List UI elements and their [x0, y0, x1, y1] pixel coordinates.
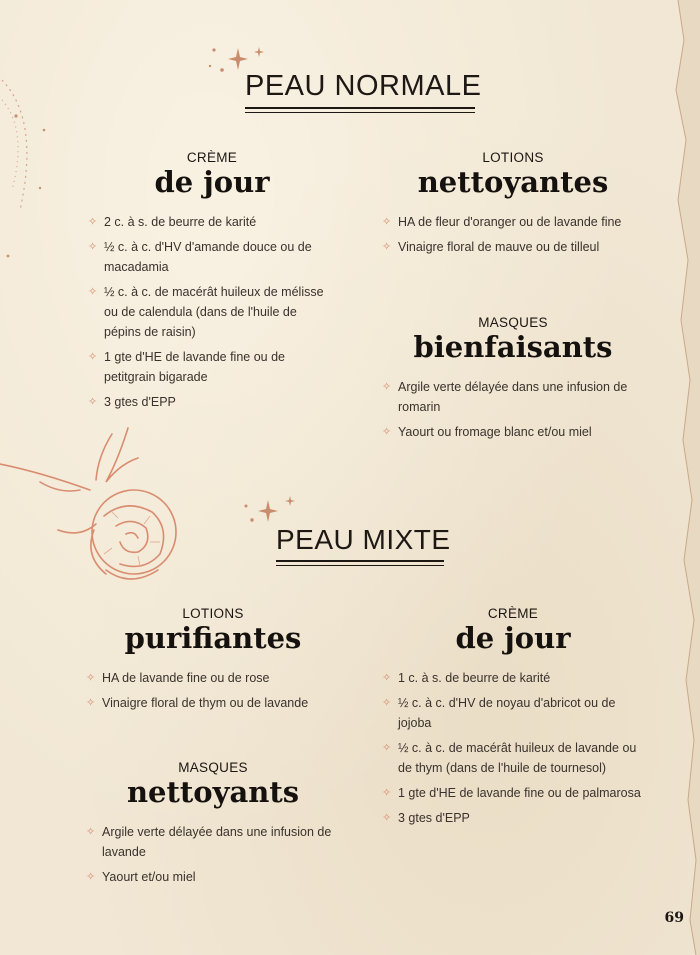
list-item: ✧ ½ c. à c. de macérât huileux de mélisse ou de calendula (dans de l'huile de pépins de raisin): [88, 282, 336, 342]
ingredient-list: [382, 212, 644, 257]
title-underline-thin: [276, 565, 444, 566]
recipe-block-creme-de-jour-normale: [88, 150, 336, 417]
recipe-title: bienfaisants: [413, 330, 613, 364]
recipe-heading: [88, 150, 336, 198]
recipe-kicker: CRÈME: [186, 150, 238, 165]
section-title-text: PEAU MIXTE: [276, 524, 451, 555]
recipe-heading: [86, 760, 340, 808]
dotted-arc-decoration: [0, 60, 60, 270]
recipe-title: de jour: [455, 621, 571, 655]
sparkle-bullet-icon: ✧: [88, 351, 98, 363]
sparkle-bullet-icon: ✧: [382, 241, 392, 253]
recipe-block-lotions-nettoyantes: [382, 150, 644, 262]
sparkle-bullet-icon: ✧: [86, 826, 96, 838]
page-number: 69: [664, 910, 684, 926]
title-underline: [245, 107, 475, 109]
list-item: ✧ Vinaigre floral de mauve ou de tilleul: [382, 237, 644, 257]
ingredient-list: [86, 668, 340, 713]
sparkle-bullet-icon: ✧: [382, 426, 392, 438]
list-item: ✧ Vinaigre floral de thym ou de lavande: [86, 693, 340, 713]
list-item: ✧ 2 c. à s. de beurre de karité: [88, 212, 336, 232]
list-item: ✧ ½ c. à c. de macérât huileux de lavande ou de thym (dans de l'huile de tournesol): [382, 738, 644, 778]
recipe-kicker: LOTIONS: [182, 606, 244, 621]
recipe-heading: [382, 606, 644, 654]
recipe-block-masques-bienfaisants: [382, 315, 644, 447]
recipe-title: nettoyants: [126, 775, 300, 809]
sparkle-bullet-icon: ✧: [88, 396, 98, 408]
recipe-block-masques-nettoyants: [86, 760, 340, 892]
list-item: ✧ Yaourt ou fromage blanc et/ou miel: [382, 422, 644, 442]
list-item: ✧ 1 gte d'HE de lavande fine ou de palmarosa: [382, 783, 644, 803]
title-underline-thin: [245, 112, 475, 113]
sparkle-bullet-icon: ✧: [382, 742, 392, 754]
sparkle-bullet-icon: ✧: [382, 216, 392, 228]
sparkle-bullet-icon: ✧: [382, 812, 392, 824]
sparkle-bullet-icon: ✧: [88, 241, 98, 253]
recipe-heading: [382, 315, 644, 363]
torn-paper-edge: [648, 0, 700, 955]
recipe-block-creme-de-jour-mixte: [382, 606, 644, 833]
title-underline: [276, 560, 444, 562]
sparkle-bullet-icon: ✧: [86, 672, 96, 684]
sparkle-bullet-icon: ✧: [382, 672, 392, 684]
list-item: ✧ 3 gtes d'EPP: [382, 808, 644, 828]
recipe-kicker: MASQUES: [478, 315, 548, 330]
recipe-title: de jour: [154, 165, 270, 199]
list-item: ✧ ½ c. à c. d'HV de noyau d'abricot ou de jojoba: [382, 693, 644, 733]
ingredient-list: [382, 668, 644, 828]
recipe-title: nettoyantes: [417, 165, 609, 199]
section-title-peau-mixte: [276, 524, 451, 566]
sparkle-bullet-icon: ✧: [382, 381, 392, 393]
list-item: ✧ 1 c. à s. de beurre de karité: [382, 668, 644, 688]
sparkle-bullet-icon: ✧: [88, 286, 98, 298]
list-item: ✧ Yaourt et/ou miel: [86, 867, 340, 887]
recipe-kicker: CRÈME: [487, 606, 539, 621]
ingredient-list: [86, 822, 340, 887]
recipe-title: purifiantes: [124, 621, 302, 655]
recipe-kicker: MASQUES: [178, 760, 248, 775]
list-item: ✧ Argile verte délayée dans une infusion de romarin: [382, 377, 644, 417]
list-item: ✧ HA de lavande fine ou de rose: [86, 668, 340, 688]
list-item: ✧ ½ c. à c. d'HV d'amande douce ou de macadamia: [88, 237, 336, 277]
ingredient-list: [382, 377, 644, 442]
sparkle-bullet-icon: ✧: [88, 216, 98, 228]
list-item: ✧ HA de fleur d'oranger ou de lavande fine: [382, 212, 644, 232]
sparkle-bullet-icon: ✧: [382, 697, 392, 709]
recipe-kicker: LOTIONS: [482, 150, 544, 165]
ingredient-list: [88, 212, 336, 412]
list-item: ✧ 1 gte d'HE de lavande fine ou de petitgrain bigarade: [88, 347, 336, 387]
section-title-peau-normale: [245, 70, 482, 113]
recipe-heading: [86, 606, 340, 654]
list-item: ✧ Argile verte délayée dans une infusion de lavande: [86, 822, 340, 862]
list-item: ✧ 3 gtes d'EPP: [88, 392, 336, 412]
rose-illustration: [0, 420, 190, 590]
section-title-text: PEAU NORMALE: [245, 70, 482, 102]
sparkle-cluster-icon: [238, 492, 302, 526]
sparkle-bullet-icon: ✧: [382, 787, 392, 799]
recipe-heading: [382, 150, 644, 198]
sparkle-bullet-icon: ✧: [86, 697, 96, 709]
recipe-block-lotions-purifiantes: [86, 606, 340, 718]
sparkle-bullet-icon: ✧: [86, 871, 96, 883]
